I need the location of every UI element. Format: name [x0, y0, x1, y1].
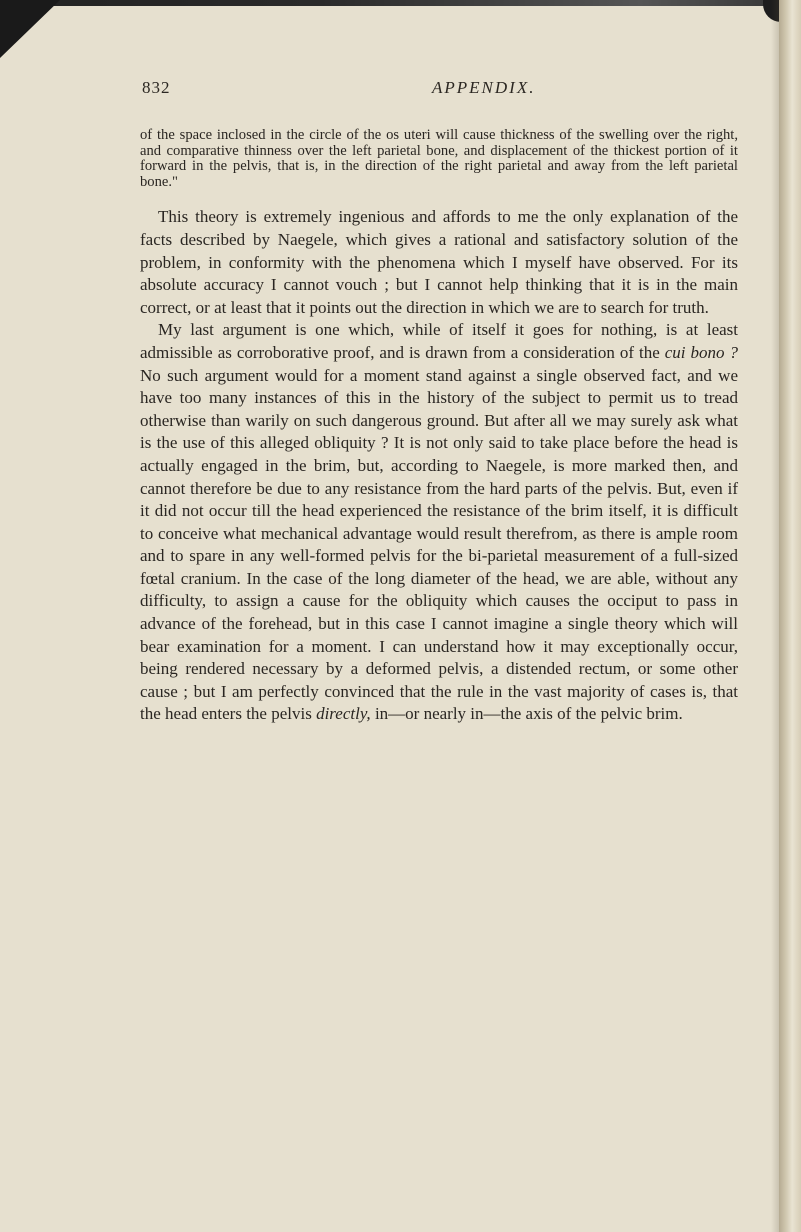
cui-bono-phrase: cui bono ? — [664, 342, 738, 362]
running-head: APPENDIX. — [432, 78, 536, 97]
directly-emphasis: directly, — [316, 704, 371, 724]
paragraph-argument-text-1: My last argument is one which, while of itself it goes for nothing, is at least admissible as corroborative proof, and is drawn from a consideration of the — [140, 320, 738, 362]
scan-corner-left — [0, 0, 60, 58]
page-header — [142, 78, 742, 102]
paragraph-theory: This theory is extremely ingenious and affords to me the only explanation of the facts described by Naegele, which gives a rational and satisfactory solution of the problem, in conformity with the phenomena which I myself have observed. For its absolute accuracy I cannot vouch ; but I cannot help thinking that it is in the main correct, or at least that it points out the direction in which we are to search for truth. — [140, 207, 738, 317]
paragraph-quote-end: of the space inclosed in the circle of the os uteri will cause thickness of the swelling over the right, and comparative thinness over the left parietal bone, and displacement of the thickest portion of it forward in the pelvis, that is, in the direction of the right parietal and away from the left parietal bone." — [140, 127, 738, 190]
body-text — [140, 128, 738, 726]
paragraph-argument-text-2: No such argument would for a moment stand against a single observed fact, and we have too many instances of this in the history of the subject to permit us to tread otherwise than warily on such dangerous ground. But after all we may surely ask what is the use of this alleged obliquity ? It is not only said to take place before the head is actually engaged in the brim, but, according to Naegele, is more marked then, and cannot therefore be due to any resistance from the hard parts of the pelvis. But, even if it did not occur till the head experienced the resistance of the brim itself, it is difficult to conceive what mechanical advantage would result therefrom, as there is ample room and to spare in any well-formed pelvis for the bi-parietal measurement of a full-sized fœtal cranium. In the case of the long diameter of the head, we are able, without any difficulty, to assign a cause for the obliquity which causes the occiput to pass in advance of the forehead, but in this case I cannot imagine a single theory which will bear examination for a moment. I can understand how it may exceptionally occur, being rendered necessary by a deformed pelvis, a distended rectum, or some other cause ; but I am perfectly convinced that the rule in the vast majority of cases is, that the head enters the pelvis — [140, 365, 738, 724]
scan-edge-top — [0, 0, 801, 6]
paragraph-argument — [140, 319, 738, 726]
paragraph-argument-text-3: in—or nearly in—the axis of the pelvic brim. — [370, 704, 683, 724]
binding-edge — [779, 0, 801, 1232]
page-number: 832 — [142, 78, 171, 97]
